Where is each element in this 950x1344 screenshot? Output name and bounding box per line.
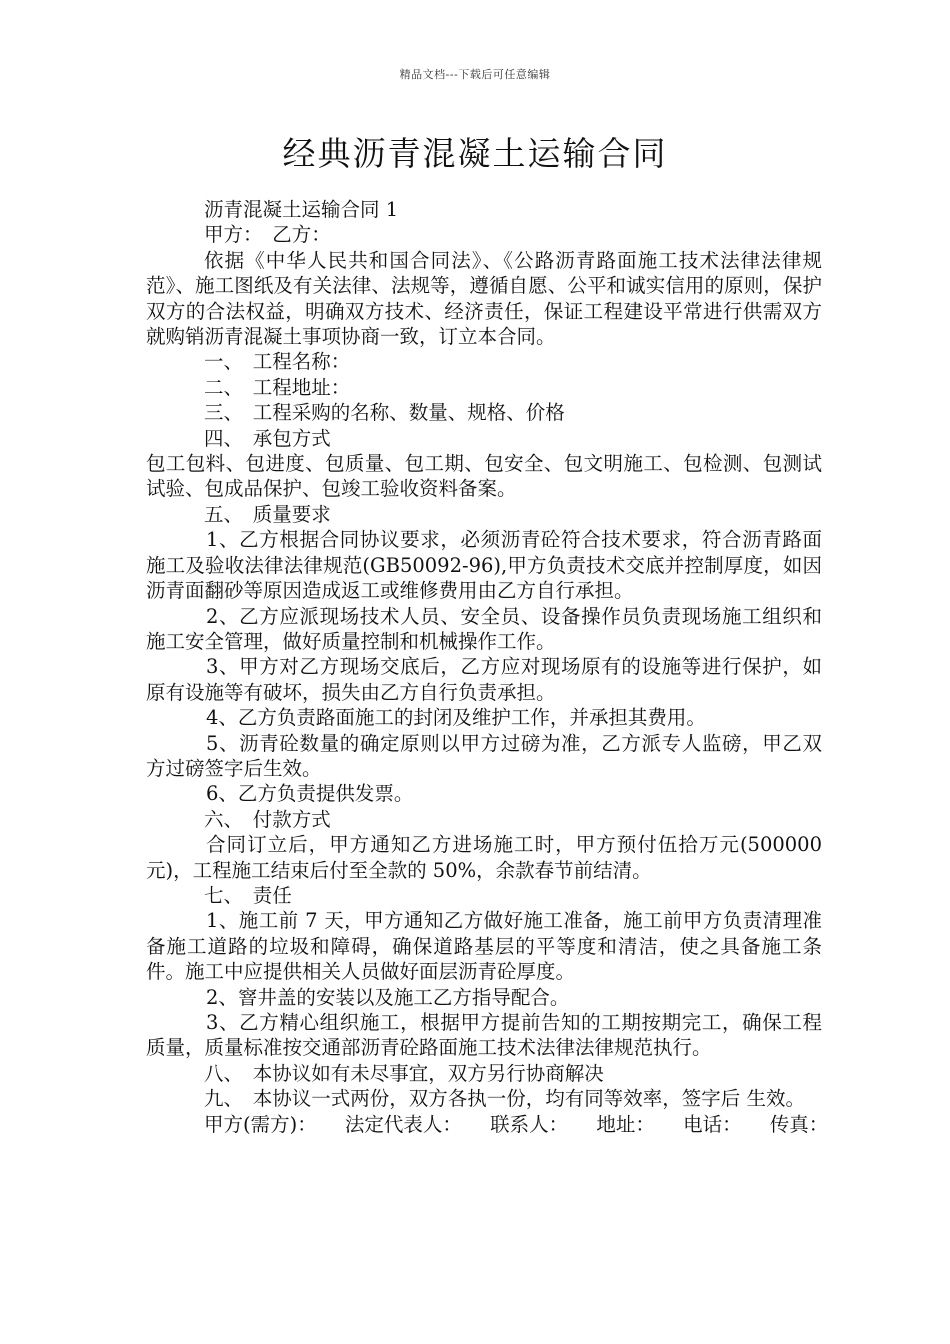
contract-clause: 1、施工前 7 天，甲方通知乙方做好施工准备，施工前甲方负责清理准备施工道路的垃圾和障碍，确保道路基层的平等度和清洁，使之具备施工条件。施工中应提供相关人员做好面层沥青砼厚度。 — [146, 909, 822, 984]
contract-clause: 3、乙方精心组织施工，根据甲方提前告知的工期按期完工，确保工程质量，质量标准按交通部沥青砼路面施工技术法律法律规范执行。 — [146, 1011, 822, 1060]
document-title: 经典沥青混凝土运输合同 — [282, 134, 668, 173]
section-heading: 一、 工程名称： — [204, 350, 351, 374]
signature-fax: 传真： — [769, 1112, 829, 1136]
contract-clause: 2、乙方应派现场技术人员、安全员、设备操作员负责现场施工组织和施工安全管理，做好质量控制和机械操作工作。 — [146, 604, 822, 653]
contract-clause: 合同订立后，甲方通知乙方进场施工时，甲方预付伍拾万元(500000 元)，工程施工结束后付至全款的 50%，余款春节前结清。 — [146, 833, 822, 882]
contract-subtitle: 沥青混凝土运输合同 1 — [204, 198, 399, 221]
section-heading: 六、 付款方式 — [204, 807, 331, 831]
header-note: 精品文档---下载后可任意编辑 — [399, 68, 551, 81]
contract-clause: 3、甲方对乙方现场交底后，乙方应对现场原有的设施等进行保护，如原有设施等有破坏，损失由乙方自行负责承担。 — [146, 655, 822, 704]
contract-paragraph: 包工包料、包进度、包质量、包工期、包安全、包文明施工、包检测、包测试试验、包成品保护、包竣工验收资料备案。 — [146, 452, 822, 501]
section-heading: 三、 工程采购的名称、数量、规格、价格 — [204, 401, 565, 425]
contract-clause: 6、乙方负责提供发票。 — [206, 782, 414, 806]
section-heading: 九、 本协议一式两份，双方各执一份，均有同等效率，签字后 生效。 — [204, 1087, 805, 1111]
contract-clause: 2、窨井盖的安装以及施工乙方指导配合。 — [206, 985, 570, 1009]
contract-body — [146, 197, 829, 1137]
parties-line: 甲方： 乙方： — [204, 223, 331, 247]
section-heading: 七、 责任 — [204, 883, 292, 907]
signature-phone: 电话： — [683, 1112, 742, 1136]
section-heading: 八、 本协议如有未尽事宜，双方另行协商解决 — [204, 1061, 604, 1085]
preamble-paragraph: 依据《中华人民共和国合同法》、《公路沥青路面施工技术法律法律规范》、施工图纸及有关法律、法规等，遵循自愿、公平和诚实信用的原则，保护双方的合法权益，明确双方技术、经济责任，保证工程建设平常进行供需双方就购销沥青混凝土事项协商一致，订立本合同。 — [146, 248, 822, 349]
signature-contact: 联系人： — [490, 1112, 569, 1136]
contract-clause: 5、沥青砼数量的确定原则以甲方过磅为准，乙方派专人监磅，甲乙双方过磅签字后生效。 — [146, 731, 822, 780]
section-heading: 五、 质量要求 — [204, 502, 331, 526]
signature-line — [146, 1112, 829, 1137]
section-heading: 二、 工程地址： — [204, 375, 351, 399]
signature-legal-rep: 法定代表人： — [344, 1112, 462, 1136]
section-heading: 四、 承包方式 — [204, 426, 331, 450]
contract-clause: 4、乙方负责路面施工的封闭及维护工作，并承担其费用。 — [206, 706, 706, 730]
signature-party-a: 甲方(需方)： — [204, 1112, 317, 1136]
contract-clause: 1、乙方根据合同协议要求，必须沥青砼符合技术要求，符合沥青路面施工及验收法律法律规范(GB50092-96),甲方负责技术交底并控制厚度，如因沥青面翻砂等原因造成返工或维修费用由乙方自行承担。 — [146, 528, 822, 603]
signature-address: 地址： — [596, 1112, 655, 1136]
